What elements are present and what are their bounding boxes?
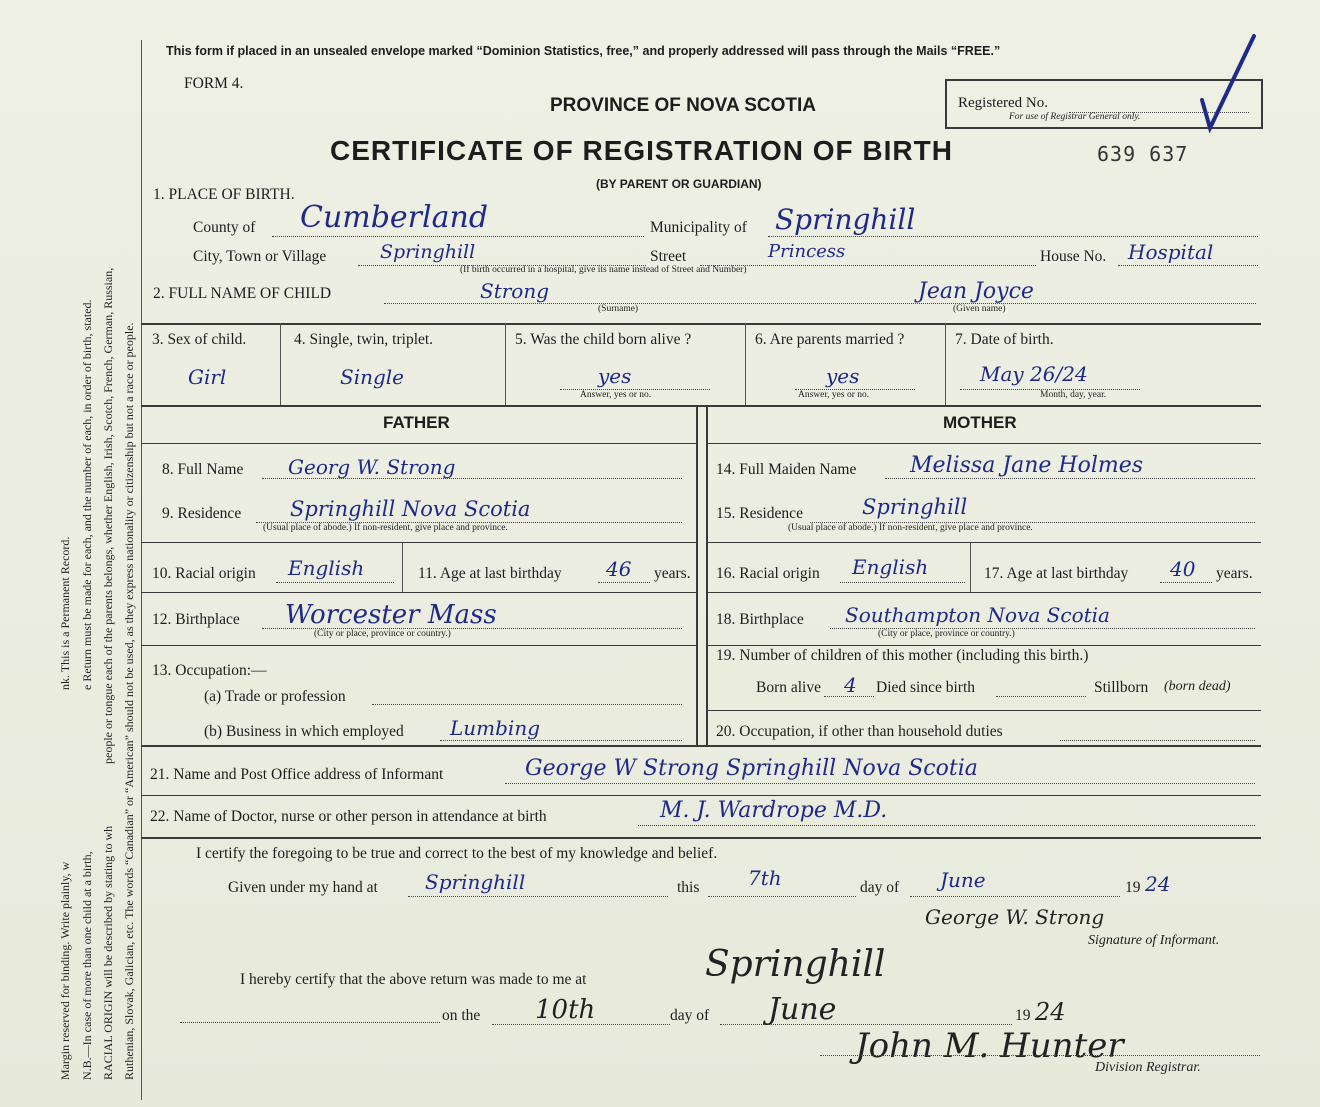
margin-note-multiple-cont: e Return must be made for each, and the number of each, in order of birth, stated. bbox=[80, 299, 94, 690]
mother-years-label: years. bbox=[1216, 565, 1253, 582]
margin-note-racial: RACIAL ORIGIN will be described by stating to wh bbox=[101, 825, 115, 1080]
father-years-label: years. bbox=[654, 565, 691, 582]
given-at-value: Springhill bbox=[425, 870, 526, 894]
county-label: County of bbox=[193, 219, 256, 236]
child-name-label: 2. FULL NAME OF CHILD bbox=[153, 285, 332, 302]
informant-label: 21. Name and Post Office address of Informant bbox=[150, 766, 444, 783]
died-since-birth-label: Died since birth bbox=[876, 679, 976, 696]
born-alive-count-label: Born alive bbox=[756, 679, 821, 696]
married-value: yes bbox=[826, 364, 860, 388]
born-alive-value: yes bbox=[598, 364, 632, 388]
mother-race-label: 16. Racial origin bbox=[716, 565, 820, 582]
place-of-birth-label: 1. PLACE OF BIRTH. bbox=[153, 186, 295, 203]
registrar-title: Division Registrar. bbox=[1095, 1060, 1201, 1075]
father-race-label: 10. Racial origin bbox=[152, 565, 256, 582]
father-heading: FATHER bbox=[383, 413, 450, 432]
registration-stamp-number: 639 637 bbox=[1097, 142, 1189, 166]
plurality-value: Single bbox=[340, 365, 405, 389]
father-business-value: Lumbing bbox=[450, 716, 541, 740]
father-name-value: Georg W. Strong bbox=[288, 455, 456, 479]
given-note: (Given name) bbox=[953, 304, 1006, 314]
mother-age-value: 40 bbox=[1170, 557, 1196, 581]
father-age-label: 11. Age at last birthday bbox=[418, 565, 562, 582]
mother-children-label: 19. Number of children of this mother (including this birth.) bbox=[716, 647, 1089, 664]
this-label: this bbox=[677, 879, 700, 896]
province-heading: PROVINCE OF NOVA SCOTIA bbox=[550, 95, 817, 116]
registrar-day-of-label: day of bbox=[670, 1007, 710, 1024]
born-alive-label: 5. Was the child born alive ? bbox=[515, 331, 692, 348]
born-alive-count-value: 4 bbox=[844, 673, 857, 697]
stillborn-label: Stillborn bbox=[1094, 679, 1149, 696]
father-birthplace-note: (City or place, province or country.) bbox=[314, 629, 451, 639]
mother-age-label: 17. Age at last birthday bbox=[984, 565, 1129, 582]
given-at-label: Given under my hand at bbox=[228, 879, 378, 896]
mother-residence-value: Springhill bbox=[862, 495, 968, 519]
mother-race-value: English bbox=[852, 555, 929, 579]
page-title: CERTIFICATE OF REGISTRATION OF BIRTH bbox=[330, 135, 953, 166]
sex-label: 3. Sex of child. bbox=[152, 331, 247, 348]
child-surname-value: Strong bbox=[480, 279, 550, 303]
page-subtitle: (BY PARENT OR GUARDIAN) bbox=[596, 177, 762, 191]
doctor-label: 22. Name of Doctor, nurse or other person in attendance at birth bbox=[150, 808, 547, 825]
street-label: Street bbox=[650, 248, 687, 265]
margin-note-binding: Margin reserved for binding. Write plainly, w bbox=[58, 861, 72, 1080]
registrar-year-prefix: 19 bbox=[1015, 1007, 1031, 1024]
margin-note-multiple: N.B.—In case of more than one child at a birth, bbox=[80, 851, 94, 1080]
born-alive-note: Answer, yes or no. bbox=[580, 390, 652, 400]
form-number: FORM 4. bbox=[184, 75, 244, 92]
check-mark-icon bbox=[1180, 30, 1260, 140]
mother-residence-label: 15. Residence bbox=[716, 505, 803, 522]
mother-birthplace-label: 18. Birthplace bbox=[716, 611, 804, 628]
father-residence-value: Springhill Nova Scotia bbox=[290, 497, 531, 521]
registered-label: Registered No. bbox=[958, 95, 1048, 111]
registrar-only-note: For use of Registrar General only. bbox=[1009, 112, 1141, 122]
margin-note-permanent: nk. This is a Permanent Record. bbox=[58, 536, 72, 690]
municipality-label: Municipality of bbox=[650, 219, 747, 236]
registrar-signature: John M. Hunter bbox=[855, 1026, 1124, 1066]
mother-occupation-label: 20. Occupation, if other than household duties bbox=[716, 723, 1003, 740]
dob-note: Month, day, year. bbox=[1040, 390, 1107, 400]
informant-signature: George W. Strong bbox=[925, 905, 1105, 929]
hospital-note: (If birth occurred in a hospital, give its name instead of Street and Number) bbox=[460, 265, 747, 275]
mother-name-value: Melissa Jane Holmes bbox=[910, 453, 1144, 478]
doctor-value: M. J. Wardrope M.D. bbox=[660, 798, 888, 823]
informant-value: George W Strong Springhill Nova Scotia bbox=[525, 756, 978, 781]
registrar-place-value: Springhill bbox=[705, 944, 886, 985]
mother-name-label: 14. Full Maiden Name bbox=[716, 461, 857, 478]
mail-notice: This form if placed in an unsealed envelope marked “Dominion Statistics, free,” and properly addressed will pass through the Mails “FREE.” bbox=[166, 44, 1001, 58]
certify-year-value: 24 bbox=[1145, 872, 1171, 896]
mother-birthplace-note: (City or place, province or country.) bbox=[878, 629, 1015, 639]
registrar-month-value: June bbox=[768, 992, 837, 1027]
sex-value: Girl bbox=[188, 365, 227, 389]
stillborn-note: (born dead) bbox=[1164, 679, 1231, 694]
city-label: City, Town or Village bbox=[193, 248, 327, 265]
certify-statement: I certify the foregoing to be true and correct to the best of my knowledge and belief. bbox=[196, 845, 718, 862]
house-label: House No. bbox=[1040, 248, 1107, 265]
margin-note-racial-cont: people or tongue each of the parents belongs, whether English, Irish, Scotch, French, German, Russian, bbox=[101, 267, 115, 764]
certify-month-value: June bbox=[940, 868, 986, 892]
margin-note-nationality: Ruthenian, Slovak, Galician, etc. The words “Canadian” or “American” should not be used, as they express nationality or citizenship but not a race or people. bbox=[122, 322, 136, 1080]
father-residence-note: (Usual place of abode.) If non-resident, give place and province. bbox=[263, 523, 508, 533]
on-the-label: on the bbox=[442, 1007, 481, 1024]
county-value: Cumberland bbox=[300, 200, 489, 235]
child-given-value: Jean Joyce bbox=[918, 279, 1034, 304]
registrar-year-value: 24 bbox=[1035, 998, 1066, 1026]
married-note: Answer, yes or no. bbox=[798, 390, 870, 400]
father-birthplace-label: 12. Birthplace bbox=[152, 611, 240, 628]
house-value: Hospital bbox=[1128, 240, 1214, 264]
mother-birthplace-value: Southampton Nova Scotia bbox=[845, 603, 1110, 627]
dob-label: 7. Date of birth. bbox=[955, 331, 1054, 348]
father-birthplace-value: Worcester Mass bbox=[285, 600, 497, 630]
certify-day-value: 7th bbox=[748, 866, 782, 890]
dob-value: May 26/24 bbox=[980, 362, 1088, 386]
certify-day-of-label: day of bbox=[860, 879, 900, 896]
mother-residence-note: (Usual place of abode.) If non-resident, give place and province. bbox=[788, 523, 1033, 533]
municipality-value: Springhill bbox=[775, 203, 916, 236]
father-residence-label: 9. Residence bbox=[162, 505, 242, 522]
father-age-value: 46 bbox=[606, 557, 632, 581]
binding-margin-rule bbox=[141, 40, 142, 1100]
informant-signature-label: Signature of Informant. bbox=[1088, 933, 1220, 948]
married-label: 6. Are parents married ? bbox=[755, 331, 905, 348]
mother-heading: MOTHER bbox=[943, 413, 1017, 432]
registrar-day-value: 10th bbox=[535, 995, 596, 1025]
plurality-label: 4. Single, twin, triplet. bbox=[294, 331, 434, 348]
street-value: Princess bbox=[768, 241, 846, 262]
certify-year-prefix: 19 bbox=[1125, 879, 1141, 896]
father-race-value: English bbox=[288, 556, 365, 580]
father-name-label: 8. Full Name bbox=[162, 461, 244, 478]
surname-note: (Surname) bbox=[598, 304, 639, 314]
father-occupation-label: 13. Occupation:— bbox=[152, 662, 267, 679]
father-trade-label: (a) Trade or profession bbox=[204, 688, 346, 705]
city-value: Springhill bbox=[380, 241, 476, 263]
father-business-label: (b) Business in which employed bbox=[204, 723, 404, 740]
registrar-statement: I hereby certify that the above return was made to me at bbox=[240, 971, 587, 988]
